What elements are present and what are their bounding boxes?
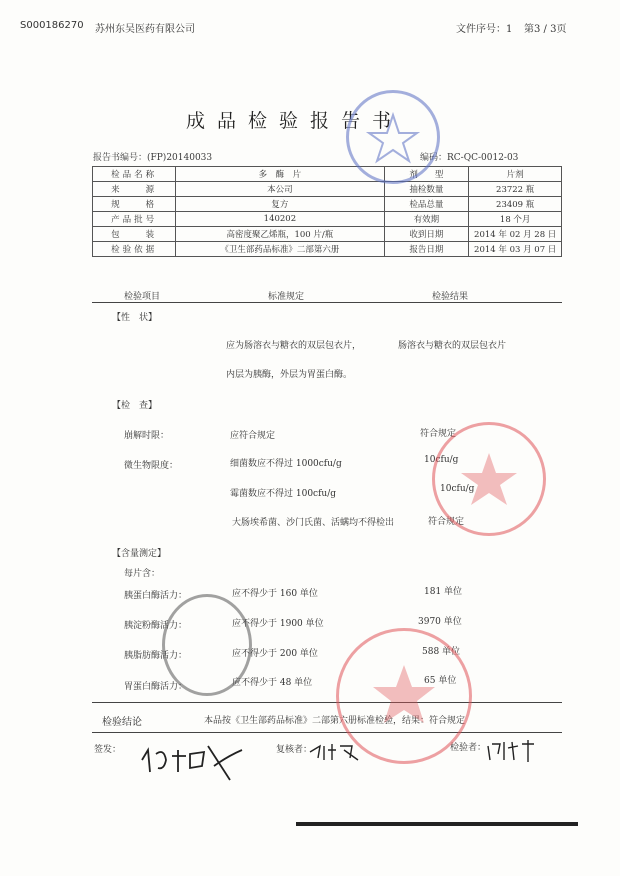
quality-seal-stamp [346,90,440,184]
mold-result: 10cfu/g [440,484,475,494]
assay-label: 胃蛋白酶活力： [124,682,188,692]
assay-standard: 应不得少于 48 单位 [232,678,313,688]
field-label: 报告日期 [384,242,469,257]
assay-standard: 应不得少于 160 单位 [232,589,318,599]
table-row [93,167,562,182]
approver-signature [138,742,248,782]
table-row [93,212,562,227]
assay-label: 胰脂肪酶活力： [124,651,188,661]
field-label: 剂 型 [384,167,469,182]
field-value: 140202 [176,212,384,227]
form-number: 编码：RC-QC-0012-03 [420,153,519,163]
approve-label: 签发： [94,745,122,755]
field-label: 包 装 [93,227,176,242]
info-table [92,166,562,257]
field-value: 23722 瓶 [469,182,562,197]
inspector-signature [484,738,544,764]
bacteria-result: 10cfu/g [424,455,459,465]
column-header-standard: 标准规定 [268,292,305,302]
conclusion-label: 检验结论 [102,717,142,728]
pathogen-standard: 大肠埃希菌、沙门氏菌、活螨均不得检出 [232,518,395,528]
field-label: 检验依据 [93,242,176,257]
file-number-label: 文件序号： [456,24,506,35]
section-heading-assay: 【含量测定】 [112,549,167,559]
field-label: 来 源 [93,182,176,197]
field-value: 高密度聚乙烯瓶，100 片/瓶 [176,227,384,242]
review-label: 复核者： [276,745,313,755]
field-label: 检品总量 [384,197,469,212]
field-value: 2014 年 02 月 28 日 [469,227,562,242]
assay-result: 588 单位 [422,647,461,657]
appearance-standard: 应为肠溶衣与糖衣的双层包衣片， [226,341,362,351]
assay-standard: 应不得少于 1900 单位 [232,619,324,629]
field-value: 片剂 [469,167,562,182]
table-row [93,182,562,197]
field-value: 2014 年 03 月 07 日 [469,242,562,257]
disintegration-label: 崩解时限： [124,431,170,441]
inspector-label: 检验者： [450,743,487,753]
column-header-item: 检验项目 [124,292,161,302]
field-value: 复方 [176,197,384,212]
section-heading-appearance: 【性 状】 [112,313,158,323]
file-number [456,20,512,35]
assay-standard: 应不得少于 200 单位 [232,649,318,659]
field-value: 18 个月 [469,212,562,227]
report-number: 报告书编号：(FP)20140033 [93,153,213,163]
table-row [93,197,562,212]
disintegration-standard: 应符合规定 [230,431,276,441]
bacteria-standard: 细菌数应不得过 1000cfu/g [230,459,342,469]
seal-stamp [162,594,252,696]
field-value: 多 酶 片 [176,167,384,182]
conclusion-text: 本品按《卫生部药品标准》二部第六册标准检验，结果：符合规定 [204,716,466,726]
per-tablet-label: 每片含： [124,569,161,579]
assay-label: 胰蛋白酶活力： [124,591,188,601]
company-name: 苏州东吴医药有限公司 [95,24,195,35]
microbial-label: 微生物限度： [124,461,179,471]
field-label: 规 格 [93,197,176,212]
document-id: S000186270 [20,20,84,31]
field-value: 《卫生部药品标准》二部第六册 [176,242,384,257]
assay-result: 181 单位 [424,587,463,597]
divider [92,302,562,303]
scan-edge-line [296,822,578,826]
page-number: 第3 / 3页 [524,24,567,35]
section-heading-check: 【检 查】 [112,401,158,411]
assay-result: 3970 单位 [418,617,462,627]
divider [92,732,562,733]
field-label: 有效期 [384,212,469,227]
appearance-result: 肠溶衣与糖衣的双层包衣片 [398,341,507,351]
field-value: 本公司 [176,182,384,197]
inspection-seal-stamp [336,628,472,764]
table-row [93,227,562,242]
table-row [93,242,562,257]
disintegration-result: 符合规定 [420,429,457,439]
mold-standard: 霉菌数应不得过 100cfu/g [230,489,337,499]
field-label: 抽检数量 [384,182,469,197]
field-label: 产品批号 [93,212,176,227]
assay-result: 65 单位 [424,676,457,686]
field-value: 23409 瓶 [469,197,562,212]
pathogen-result: 符合规定 [428,517,465,527]
appearance-standard-2: 内层为胰酶，外层为胃蛋白酶。 [226,370,353,380]
assay-label: 胰淀粉酶活力： [124,621,188,631]
file-number-value: 1 [506,24,513,35]
column-header-result: 检验结果 [432,292,469,302]
report-title: 成品检验报告书 [186,110,404,132]
company-seal-stamp [432,422,546,536]
divider [92,702,562,703]
field-label: 收到日期 [384,227,469,242]
field-label: 检品名称 [93,167,176,182]
